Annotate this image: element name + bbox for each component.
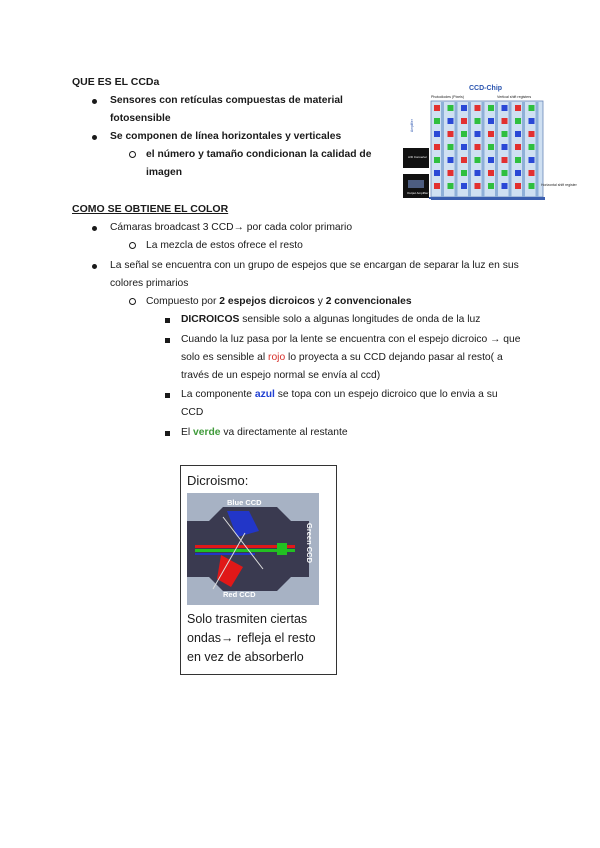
- red-ccd-label: Red CCD: [223, 590, 256, 599]
- bullet-marker: [92, 128, 97, 146]
- bullet-marker: [92, 219, 97, 237]
- blue-item: La componente azul se topa con un espejo dicroico que lo envia a su CCD: [181, 389, 498, 418]
- horizontal-register-label: Horizontal shift register: [541, 183, 577, 187]
- ccd-chip-title: CCD-Chip: [469, 85, 503, 92]
- ccd-chip-figure: [393, 82, 577, 206]
- square-bullet-marker: [165, 311, 170, 329]
- output-amplifier-label: Output Amplifier: [407, 191, 429, 195]
- section1-bullet-2: Se componen de línea horizontales y verticales: [110, 131, 342, 142]
- ad-converter-label: A/D Converter: [408, 155, 428, 159]
- dicroism-diagram: [187, 493, 319, 605]
- dicroismo-caption: Solo trasmiten ciertas ondas→ refleja el resto en vez de absorberlo: [187, 612, 316, 664]
- square-bullet-marker: [165, 331, 170, 349]
- vertical-registers-label: Vertical shift registers: [497, 95, 532, 99]
- green-ccd-label: Green CCD: [305, 523, 314, 564]
- bullet-marker: [92, 92, 97, 110]
- square-bullet-marker: [165, 424, 170, 442]
- sub-bullet-marker: [129, 146, 136, 164]
- bullet-marker: [92, 257, 97, 275]
- section2-bullet-1: Cámaras broadcast 3 CCD→ por cada color primario: [110, 222, 353, 233]
- section2-bullet-2: La señal se encuentra con un grupo de espejos que se encargan de separar la luz en sus colores primarios: [110, 260, 519, 289]
- green-item: El verde va directamente al restante: [181, 427, 348, 438]
- section1-sub-bullet: el número y tamaño condicionan la calidad de imagen: [146, 149, 372, 178]
- sub-bullet-marker: [129, 293, 136, 311]
- red-item: Cuando la luz pasa por la lente se encuentra con el espejo dicroico → que solo es sensible al rojo lo proyecta a su CCD dejando pasar al resto( a través de un espejo normal se envía al ccd): [181, 334, 521, 381]
- dicroismo-title: Dicroismo:: [187, 473, 249, 488]
- section2-heading: COMO SE OBTIENE EL COLOR: [72, 203, 229, 215]
- sub-bullet-marker: [129, 237, 136, 255]
- section1-heading: QUE ES EL CCDa: [72, 76, 160, 88]
- dicroicos-item: DICROICOS sensible solo a algunas longitudes de onda de la luz: [181, 314, 481, 325]
- square-bullet-marker: [165, 386, 170, 404]
- section2-bullet-2-sub: Compuesto por 2 espejos dicroicos y 2 convencionales: [146, 296, 412, 307]
- blue-ccd-label: Blue CCD: [227, 498, 262, 507]
- section1-bullet-1: Sensores con retículas compuestas de material fotosensible: [110, 95, 343, 124]
- section2-bullet-1-sub: La mezcla de estos ofrece el resto: [146, 240, 303, 251]
- amplifier-side-label: Amplifier: [410, 119, 414, 132]
- dicroismo-box: [180, 465, 337, 675]
- photodiodes-label: Photodiodes (Pixels): [431, 95, 464, 99]
